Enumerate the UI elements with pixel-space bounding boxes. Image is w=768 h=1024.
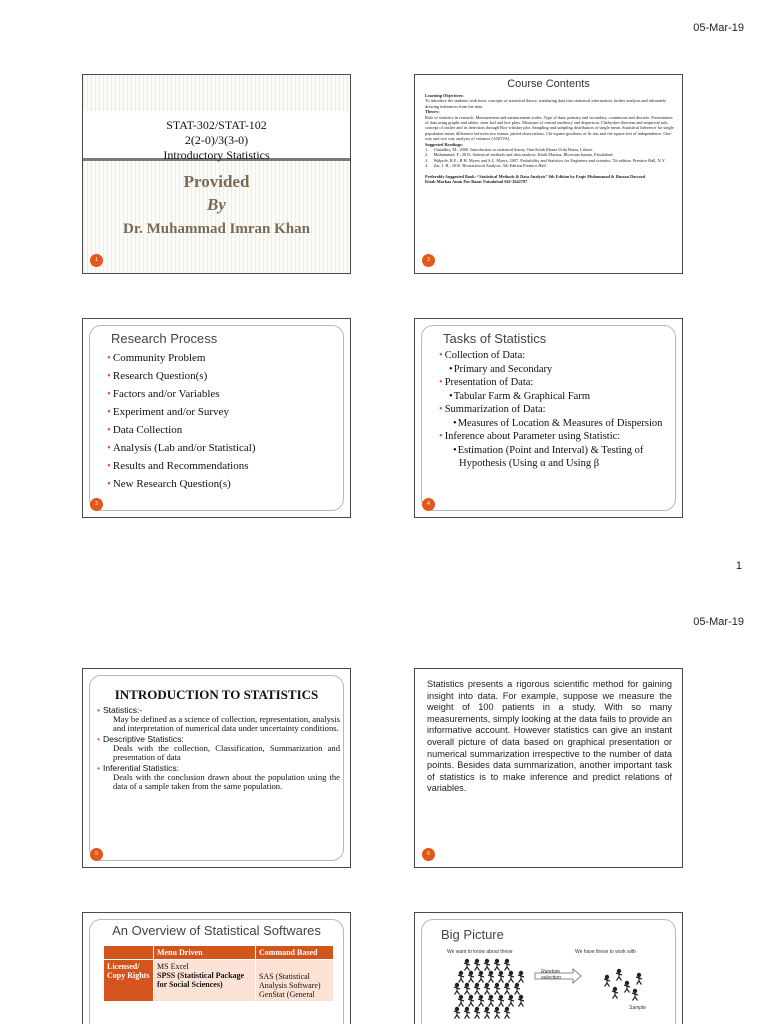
theory-text: Role of statistics in research, Measurement and measurement scales, Type of data; primary and secondary, continuous and discrete. Presentation of data using graphs and tables, stem leaf and box plots. Measures of central tendency and dispersion. Chebyshev theorem and empirical rule, concept of outlier and its detection through Box-whisker plot. Sampling and sampling distribution of single mean. Statistical Inference for single population mean, difference between two means, paired observations. Chi-square goodness of fit test and chi-square test of independence. One-way and two way analysis of variance (ANOVA). (425, 114, 674, 142)
slide-1-body (83, 165, 350, 238)
sample-label: Sample (629, 1005, 646, 1011)
person-icon (632, 989, 638, 1000)
definition-text: Deals with the conclusion drawn about the population using the data of a sample taken from the same population. (113, 772, 340, 791)
person-icon (464, 983, 470, 994)
slide-number-badge: 5 (90, 848, 103, 861)
person-icon (518, 971, 524, 982)
suggested-readings-heading: Suggested Readings: (425, 141, 463, 147)
person-icon (508, 971, 514, 982)
list-item: • Community Problem (107, 349, 340, 367)
slide-number-badge: 1 (90, 254, 103, 267)
person-icon (474, 983, 480, 994)
provided-text: Provided (183, 172, 250, 191)
person-icon (624, 981, 630, 992)
list-item: • Statistics:- (97, 706, 340, 715)
slide-2-title: Course Contents (507, 78, 590, 90)
person-icon (498, 971, 504, 982)
person-icon (458, 971, 464, 982)
slide-8 (414, 912, 683, 1024)
person-icon (454, 1007, 460, 1018)
reading-item: 4. Zar, J. H., 2010. Biostatistical Analysis, 5th Edition Prentice Hall. (425, 163, 547, 169)
person-icon (494, 983, 500, 994)
slide-3-title: Research Process (111, 331, 218, 346)
table-header-cell: Command Based (256, 946, 334, 960)
list-item: • Experiment and/or Survey (107, 403, 340, 421)
person-icon (464, 959, 470, 970)
person-icon (508, 995, 514, 1006)
person-icon (468, 971, 474, 982)
book-address: Kitab Markaz Amin Pur Bazar Faisalabad 041-2642787 (425, 179, 528, 185)
list-item: • Data Collection (107, 421, 340, 439)
table-row-label: Licensed/ Copy Rights (104, 960, 154, 1002)
population-sample-figure (447, 957, 677, 1024)
slide-3 (82, 318, 351, 518)
list-item: • Presentation of Data: (439, 376, 672, 390)
suggested-book: Preferably Suggested Book: “Statistical Methods & Data Analysis” 6th Edition by Faqir Muhammad & Hassan Dawood (425, 173, 646, 179)
by-text: By (207, 195, 226, 214)
person-icon (454, 983, 460, 994)
person-icon (468, 995, 474, 1006)
page1-date: 05-Mar-19 (693, 22, 744, 34)
list-item: • Research Question(s) (107, 367, 340, 385)
population-caption: We want to know about these (447, 949, 513, 955)
slide-1-header (83, 111, 350, 161)
slide-5-title: INTRODUCTION TO STATISTICS (114, 687, 319, 702)
page2-date: 05-Mar-19 (693, 616, 744, 628)
definition-text: May be defined as a science of collection, representation, analysis and interpretation of numerical data under uncertainty conditions. (113, 714, 340, 733)
person-icon (488, 995, 494, 1006)
reading-item: 3. Walpole, R.E., R.H. Myers and S.L. Myers, 2007. Probability and Statistics for Engineers and scientist. 7th edition. Prentice Hall, N.Y. (425, 157, 666, 163)
table-row (104, 960, 334, 1002)
slide-number-badge: 4 (422, 498, 435, 511)
person-icon (518, 995, 524, 1006)
slide-4-title: Tasks of Statistics (443, 331, 547, 346)
person-icon (612, 987, 618, 998)
list-item: • Analysis (Lab and/or Statistical) (107, 439, 340, 457)
definition-text: Deals with the collection, Classification, Summarization and presentation of data (113, 743, 340, 762)
software-name: GenStat (General (259, 990, 315, 999)
person-icon (464, 1007, 470, 1018)
person-icon (494, 959, 500, 970)
reading-item: 1. Chaudhry, M., 2000. Introduction to statistical theory. Ilmi Kitab Khana Urdu Bazar, Lahore. (425, 147, 594, 153)
software-name: SAS (Statistical Analysis Software) (259, 972, 321, 990)
statistics-paragraph: Statistics presents a rigorous scientific method for gaining insight into data. For example, suppose we measure the weight of 100 patients in a study. With so many measurements, simply looking at the data fails to provide an informative account. However statistics can give an instant overall picture of data based on graphical presentation or numerical summarization irrespective to the number of data points. Besides data summarization, another important task of statistics is to make inference and predict relations of variables. (427, 679, 672, 794)
list-item: • Results and Recommendations (107, 457, 340, 475)
random-selection-label: Random selection (541, 969, 561, 981)
course-code: STAT-302/STAT-102 (166, 118, 267, 132)
course-title: Introductory Statistics (163, 148, 270, 162)
table-cell (256, 960, 334, 1002)
person-icon (504, 983, 510, 994)
person-icon (484, 983, 490, 994)
slide-1 (82, 74, 351, 274)
slide-2 (414, 74, 683, 274)
theory-heading: Theory: (425, 109, 440, 115)
person-icon (514, 983, 520, 994)
list-item: • Inferential Statistics: (97, 764, 340, 773)
course-contents-text (425, 93, 674, 185)
page1-number: 1 (735, 560, 742, 572)
person-icon (498, 995, 504, 1006)
table-header-cell: Menu Driven (154, 946, 256, 960)
slide-4 (414, 318, 683, 518)
software-table (103, 945, 334, 1002)
author-name: Dr. Muhammad Imran Khan (123, 221, 310, 237)
reading-item: 2. Muhammad, F., 2015. Statistical methods and data analysis. Kitab Markaz, Bhowana bazaar, Faisalabad. (425, 152, 614, 158)
person-icon (478, 995, 484, 1006)
sub-item: • Tabular Farm & Graphical Farm (439, 390, 672, 404)
person-icon (616, 969, 622, 980)
credit-hours: 2(2-0)/3(3-0) (184, 133, 249, 147)
sub-item: • Measures of Location & Measures of Dispersion (439, 417, 672, 431)
person-icon (474, 959, 480, 970)
software-name: MS Excel (157, 962, 189, 971)
software-name: SPSS (Statistical Package for Social Sciences) (157, 971, 245, 989)
sub-item: • Primary and Secondary (439, 363, 672, 377)
list-item: • Descriptive Statistics: (97, 735, 340, 744)
list-item: • Summarization of Data: (439, 403, 672, 417)
person-icon (484, 959, 490, 970)
person-icon (478, 971, 484, 982)
list-item: • Inference about Parameter using Statistic: (439, 430, 672, 444)
table-cell (154, 960, 256, 1002)
slide-number-badge: 3 (90, 498, 103, 511)
slide-7 (82, 912, 351, 1024)
slide-7-title: An Overview of Statistical Softwares (112, 923, 321, 938)
research-process-list (107, 349, 340, 493)
sub-item: • Estimation (Point and Interval) & Testing of Hypothesis (Using α and Using β (439, 444, 672, 471)
person-icon (474, 1007, 480, 1018)
table-header-row (104, 946, 334, 960)
slide-5 (82, 668, 351, 868)
table-cell-spacer (259, 962, 330, 972)
person-icon (636, 973, 642, 984)
slide-6 (414, 668, 683, 868)
person-icon (504, 1007, 510, 1018)
person-icon (504, 959, 510, 970)
person-icon (458, 995, 464, 1006)
sample-caption: We have these to work with (575, 949, 637, 955)
list-item: • Collection of Data: (439, 349, 672, 363)
learning-objectives-heading: Learning Objectives: (425, 93, 464, 98)
learning-objectives-text: To introduce the students with basic concepts of statistical theory, translating data into statistical information, further analysis and ultimately drawing inferences from the data. (425, 98, 667, 109)
slide-number-badge: 6 (422, 848, 435, 861)
slide-8-title: Big Picture (441, 927, 504, 942)
tasks-list (439, 349, 672, 471)
slide-number-badge: 2 (422, 254, 435, 267)
intro-body (97, 704, 340, 791)
table-corner-cell (104, 946, 154, 960)
person-icon (488, 971, 494, 982)
person-icon (604, 975, 610, 986)
person-icon (494, 1007, 500, 1018)
person-icon (484, 1007, 490, 1018)
list-item: • New Research Question(s) (107, 475, 340, 493)
list-item: • Factors and/or Variables (107, 385, 340, 403)
